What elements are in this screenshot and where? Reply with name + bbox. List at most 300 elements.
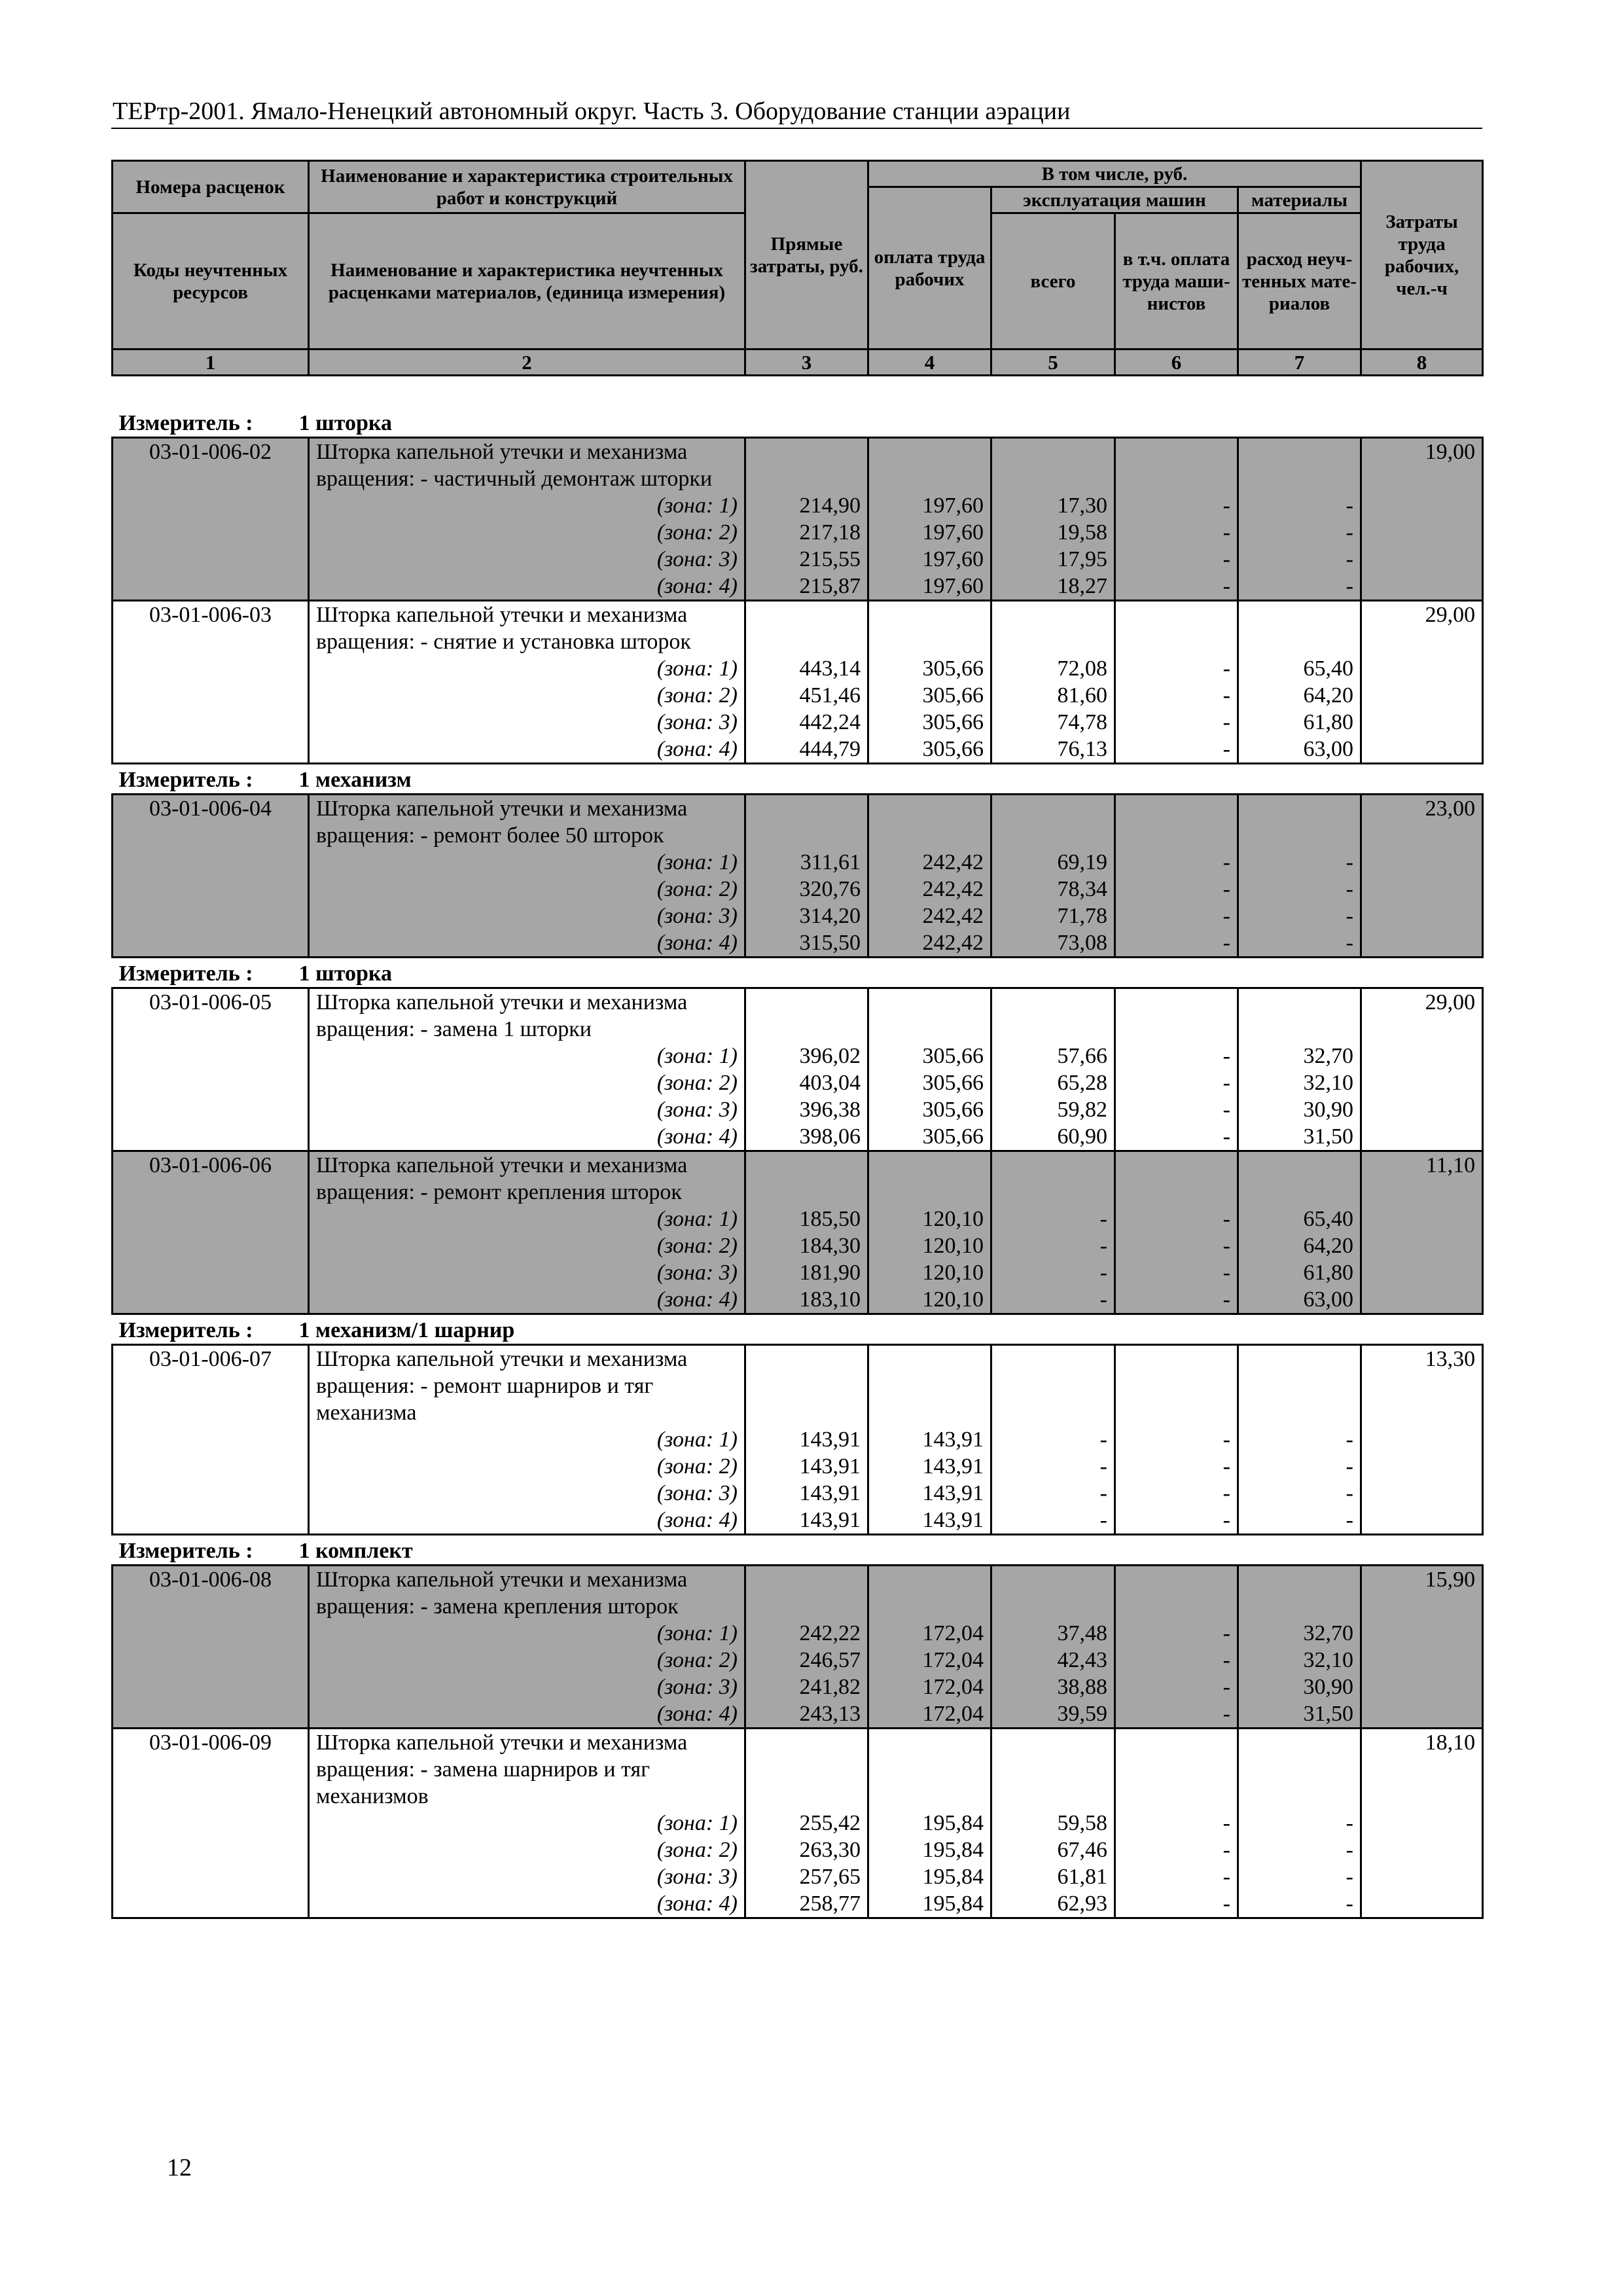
empty-cell: [1361, 903, 1483, 929]
machinist-wages: -: [1115, 1259, 1238, 1286]
worker-wages: 120,10: [868, 1232, 991, 1259]
empty-cell: [113, 929, 309, 958]
unaccounted-materials: 65,40: [1238, 1206, 1361, 1232]
rate-code: 03-01-006-03: [113, 601, 309, 656]
measure-row: [113, 958, 1483, 988]
table-header: [111, 160, 1484, 376]
machine-total: 37,48: [991, 1620, 1115, 1647]
direct-costs: 243,13: [745, 1700, 868, 1729]
zone-label: (зона: 4): [309, 1507, 745, 1535]
worker-wages: 120,10: [868, 1206, 991, 1232]
measure-unit: 1 шторка: [298, 411, 392, 435]
rate-code: 03-01-006-02: [113, 438, 309, 493]
unaccounted-materials: -: [1238, 492, 1361, 519]
empty-cell: [1361, 736, 1483, 764]
empty-cell: [113, 1259, 309, 1286]
rate-description: Шторка капельной утечки и механизма вращения: - замена шарниров и тяг механизмов: [309, 1729, 745, 1810]
direct-costs: 396,02: [745, 1043, 868, 1069]
empty-cell: [113, 876, 309, 903]
zone-label: (зона: 1): [309, 1206, 745, 1232]
empty-cell: [868, 601, 991, 656]
measure-row: [113, 1535, 1483, 1566]
machine-total: 42,43: [991, 1647, 1115, 1674]
worker-wages: 197,60: [868, 573, 991, 601]
header-work-name: Наименование и характеристика строительных работ и конструкций: [309, 161, 745, 213]
empty-cell: [868, 1566, 991, 1621]
worker-wages: 143,91: [868, 1426, 991, 1453]
zone-label: (зона: 3): [309, 1480, 745, 1507]
machine-total: -: [991, 1286, 1115, 1314]
unaccounted-materials: -: [1238, 1480, 1361, 1507]
machine-total: 17,30: [991, 492, 1115, 519]
zone-row: [113, 1286, 1483, 1314]
machinist-wages: -: [1115, 1206, 1238, 1232]
empty-cell: [113, 1620, 309, 1647]
worker-wages: 305,66: [868, 682, 991, 709]
zone-label: (зона: 3): [309, 1674, 745, 1700]
empty-cell: [1361, 1123, 1483, 1151]
direct-costs: 241,82: [745, 1674, 868, 1700]
direct-costs: 257,65: [745, 1863, 868, 1890]
zone-row: [113, 1810, 1483, 1837]
unaccounted-materials: -: [1238, 1426, 1361, 1453]
zone-row: [113, 1620, 1483, 1647]
machine-total: 60,90: [991, 1123, 1115, 1151]
unaccounted-materials: 64,20: [1238, 682, 1361, 709]
zone-label: (зона: 3): [309, 709, 745, 736]
empty-cell: [113, 492, 309, 519]
unaccounted-materials: -: [1238, 1453, 1361, 1480]
rate-row: [113, 1729, 1483, 1810]
rate-row: [113, 1151, 1483, 1206]
empty-cell: [113, 1123, 309, 1151]
direct-costs: 442,24: [745, 709, 868, 736]
empty-cell: [991, 601, 1115, 656]
worker-wages: 172,04: [868, 1674, 991, 1700]
empty-cell: [1361, 1810, 1483, 1837]
machine-total: 78,34: [991, 876, 1115, 903]
zone-row: [113, 1480, 1483, 1507]
machine-total: 57,66: [991, 1043, 1115, 1069]
column-number: 6: [1115, 350, 1238, 376]
empty-cell: [1361, 1453, 1483, 1480]
empty-cell: [1361, 1259, 1483, 1286]
machine-total: 72,08: [991, 655, 1115, 682]
measure-cell: [113, 1535, 1483, 1566]
empty-cell: [1238, 1345, 1361, 1427]
machinist-wages: -: [1115, 1480, 1238, 1507]
empty-cell: [1238, 601, 1361, 656]
machinist-wages: -: [1115, 1453, 1238, 1480]
measure-label: Измеритель :: [118, 1539, 253, 1563]
empty-cell: [113, 849, 309, 876]
empty-cell: [1361, 1700, 1483, 1729]
zone-row: [113, 573, 1483, 601]
zone-label: (зона: 4): [309, 929, 745, 958]
empty-cell: [1361, 492, 1483, 519]
rate-row: [113, 1566, 1483, 1621]
worker-wages: 143,91: [868, 1453, 991, 1480]
measure-cell: [113, 408, 1483, 438]
machine-total: 74,78: [991, 709, 1115, 736]
zone-label: (зона: 1): [309, 492, 745, 519]
machinist-wages: -: [1115, 1837, 1238, 1863]
unaccounted-materials: -: [1238, 1810, 1361, 1837]
zone-label: (зона: 1): [309, 1426, 745, 1453]
zone-label: (зона: 4): [309, 1123, 745, 1151]
machinist-wages: -: [1115, 1890, 1238, 1918]
worker-wages: 172,04: [868, 1620, 991, 1647]
machinist-wages: -: [1115, 655, 1238, 682]
labor-cost: 11,10: [1361, 1151, 1483, 1206]
empty-cell: [868, 795, 991, 850]
page-title: ТЕРтр-2001. Ямало-Ненецкий автономный округ. Часть 3. Оборудование станции аэрации: [113, 98, 1071, 125]
empty-cell: [1361, 929, 1483, 958]
empty-cell: [1115, 601, 1238, 656]
empty-cell: [868, 1151, 991, 1206]
zone-label: (зона: 1): [309, 655, 745, 682]
column-number: 2: [309, 350, 745, 376]
machine-total: 76,13: [991, 736, 1115, 764]
rate-code: 03-01-006-09: [113, 1729, 309, 1810]
rate-row: [113, 795, 1483, 850]
header-unaccounted-materials: расход неуч-тенных мате-риалов: [1238, 213, 1361, 350]
column-number: 4: [868, 350, 991, 376]
machinist-wages: -: [1115, 1043, 1238, 1069]
unaccounted-materials: -: [1238, 929, 1361, 958]
direct-costs: 143,91: [745, 1480, 868, 1507]
header-machinist-wages: в т.ч. оплата труда маши-нистов: [1115, 213, 1238, 350]
machinist-wages: -: [1115, 1426, 1238, 1453]
rate-row: [113, 1345, 1483, 1427]
empty-cell: [1361, 1863, 1483, 1890]
empty-cell: [1115, 1151, 1238, 1206]
empty-cell: [1238, 1566, 1361, 1621]
empty-cell: [113, 1647, 309, 1674]
empty-cell: [113, 1232, 309, 1259]
rate-code: 03-01-006-06: [113, 1151, 309, 1206]
machine-total: -: [991, 1426, 1115, 1453]
direct-costs: 242,22: [745, 1620, 868, 1647]
zone-row: [113, 876, 1483, 903]
machinist-wages: -: [1115, 682, 1238, 709]
empty-cell: [1238, 795, 1361, 850]
column-number: 5: [991, 350, 1115, 376]
worker-wages: 197,60: [868, 519, 991, 546]
measure-row: [113, 1314, 1483, 1345]
zone-row: [113, 1123, 1483, 1151]
rate-row: [113, 438, 1483, 493]
empty-cell: [1115, 1566, 1238, 1621]
empty-cell: [113, 655, 309, 682]
zone-label: (зона: 3): [309, 546, 745, 573]
measure-cell: [113, 764, 1483, 795]
header-machine-operation: эксплуатация машин: [991, 187, 1238, 213]
zone-row: [113, 1069, 1483, 1096]
machinist-wages: -: [1115, 1096, 1238, 1123]
direct-costs: 396,38: [745, 1096, 868, 1123]
empty-cell: [113, 1507, 309, 1535]
zone-label: (зона: 1): [309, 849, 745, 876]
machinist-wages: -: [1115, 903, 1238, 929]
empty-cell: [868, 988, 991, 1043]
empty-cell: [745, 795, 868, 850]
empty-cell: [745, 1151, 868, 1206]
header-direct-costs: Прямые затраты, руб.: [745, 161, 868, 350]
empty-cell: [868, 438, 991, 493]
unaccounted-materials: -: [1238, 1890, 1361, 1918]
machinist-wages: -: [1115, 849, 1238, 876]
zone-label: (зона: 4): [309, 573, 745, 601]
direct-costs: 143,91: [745, 1507, 868, 1535]
labor-cost: 23,00: [1361, 795, 1483, 850]
empty-cell: [745, 601, 868, 656]
empty-cell: [868, 1345, 991, 1427]
empty-cell: [745, 438, 868, 493]
zone-label: (зона: 2): [309, 876, 745, 903]
empty-cell: [1361, 1507, 1483, 1535]
machine-total: 19,58: [991, 519, 1115, 546]
machinist-wages: -: [1115, 876, 1238, 903]
worker-wages: 120,10: [868, 1286, 991, 1314]
zone-row: [113, 655, 1483, 682]
rate-row: [113, 988, 1483, 1043]
empty-cell: [113, 1069, 309, 1096]
machine-total: 81,60: [991, 682, 1115, 709]
unaccounted-materials: 30,90: [1238, 1674, 1361, 1700]
worker-wages: 305,66: [868, 655, 991, 682]
machine-total: 18,27: [991, 573, 1115, 601]
zone-row: [113, 492, 1483, 519]
rate-code: 03-01-006-05: [113, 988, 309, 1043]
empty-cell: [1361, 709, 1483, 736]
unaccounted-materials: -: [1238, 876, 1361, 903]
measure-unit: 1 комплект: [298, 1539, 413, 1563]
zone-row: [113, 1043, 1483, 1069]
worker-wages: 195,84: [868, 1810, 991, 1837]
worker-wages: 172,04: [868, 1700, 991, 1729]
empty-cell: [113, 1453, 309, 1480]
empty-cell: [1115, 1729, 1238, 1810]
direct-costs: 311,61: [745, 849, 868, 876]
zone-row: [113, 682, 1483, 709]
zone-label: (зона: 2): [309, 1453, 745, 1480]
empty-cell: [1361, 1232, 1483, 1259]
zone-row: [113, 903, 1483, 929]
zone-label: (зона: 2): [309, 1232, 745, 1259]
empty-cell: [1361, 1837, 1483, 1863]
empty-cell: [1361, 546, 1483, 573]
unaccounted-materials: 61,80: [1238, 1259, 1361, 1286]
column-number: 1: [113, 350, 309, 376]
empty-cell: [113, 736, 309, 764]
rate-code: 03-01-006-08: [113, 1566, 309, 1621]
zone-row: [113, 1096, 1483, 1123]
zone-row: [113, 1453, 1483, 1480]
zone-label: (зона: 1): [309, 1620, 745, 1647]
zone-label: (зона: 1): [309, 1043, 745, 1069]
empty-cell: [113, 1810, 309, 1837]
header-resource-codes: Коды неучтенных ресурсов: [113, 213, 309, 350]
measure-unit: 1 механизм: [298, 768, 412, 792]
machine-total: 69,19: [991, 849, 1115, 876]
empty-cell: [113, 709, 309, 736]
empty-cell: [745, 1729, 868, 1810]
direct-costs: 183,10: [745, 1286, 868, 1314]
worker-wages: 143,91: [868, 1480, 991, 1507]
empty-cell: [113, 1043, 309, 1069]
machine-total: 39,59: [991, 1700, 1115, 1729]
machinist-wages: -: [1115, 1863, 1238, 1890]
empty-cell: [1238, 438, 1361, 493]
header-worker-wages: оплата труда рабочих: [868, 187, 991, 350]
worker-wages: 120,10: [868, 1259, 991, 1286]
worker-wages: 305,66: [868, 736, 991, 764]
rate-code: 03-01-006-04: [113, 795, 309, 850]
zone-row: [113, 519, 1483, 546]
empty-cell: [1361, 1647, 1483, 1674]
rate-description: Шторка капельной утечки и механизма вращения: - замена крепления шторок: [309, 1566, 745, 1621]
empty-cell: [1115, 438, 1238, 493]
unaccounted-materials: -: [1238, 1837, 1361, 1863]
zone-row: [113, 929, 1483, 958]
rate-code: 03-01-006-07: [113, 1345, 309, 1427]
direct-costs: 217,18: [745, 519, 868, 546]
zone-label: (зона: 2): [309, 1647, 745, 1674]
unaccounted-materials: 32,10: [1238, 1647, 1361, 1674]
unaccounted-materials: -: [1238, 849, 1361, 876]
column-number: 8: [1361, 350, 1483, 376]
unaccounted-materials: -: [1238, 903, 1361, 929]
empty-cell: [1361, 573, 1483, 601]
machine-total: 71,78: [991, 903, 1115, 929]
direct-costs: 443,14: [745, 655, 868, 682]
empty-cell: [1361, 1426, 1483, 1453]
measure-unit: 1 шторка: [298, 961, 392, 986]
unaccounted-materials: -: [1238, 546, 1361, 573]
worker-wages: 305,66: [868, 1069, 991, 1096]
empty-cell: [113, 1286, 309, 1314]
direct-costs: 215,55: [745, 546, 868, 573]
header-materials: материалы: [1238, 187, 1361, 213]
machine-total: 17,95: [991, 546, 1115, 573]
worker-wages: 195,84: [868, 1837, 991, 1863]
empty-cell: [745, 1345, 868, 1427]
unaccounted-materials: 32,10: [1238, 1069, 1361, 1096]
zone-row: [113, 1700, 1483, 1729]
machine-total: -: [991, 1453, 1115, 1480]
unaccounted-materials: -: [1238, 519, 1361, 546]
worker-wages: 242,42: [868, 849, 991, 876]
direct-costs: 184,30: [745, 1232, 868, 1259]
measure-cell: [113, 1314, 1483, 1345]
zone-label: (зона: 1): [309, 1810, 745, 1837]
zone-row: [113, 1259, 1483, 1286]
empty-cell: [113, 682, 309, 709]
header-including: В том числе, руб.: [868, 161, 1361, 187]
empty-cell: [1361, 1043, 1483, 1069]
worker-wages: 195,84: [868, 1890, 991, 1918]
empty-cell: [1361, 1890, 1483, 1918]
empty-cell: [991, 1566, 1115, 1621]
direct-costs: 263,30: [745, 1837, 868, 1863]
empty-cell: [113, 1206, 309, 1232]
empty-cell: [113, 903, 309, 929]
unaccounted-materials: -: [1238, 573, 1361, 601]
unaccounted-materials: 65,40: [1238, 655, 1361, 682]
worker-wages: 242,42: [868, 876, 991, 903]
zone-label: (зона: 4): [309, 1286, 745, 1314]
empty-cell: [113, 1096, 309, 1123]
empty-cell: [113, 1700, 309, 1729]
worker-wages: 242,42: [868, 929, 991, 958]
worker-wages: 305,66: [868, 709, 991, 736]
rate-description: Шторка капельной утечки и механизма вращения: - снятие и установка шторок: [309, 601, 745, 656]
measure-label: Измеритель :: [118, 768, 253, 792]
machine-total: -: [991, 1259, 1115, 1286]
labor-cost: 19,00: [1361, 438, 1483, 493]
machine-total: -: [991, 1480, 1115, 1507]
empty-cell: [1361, 1206, 1483, 1232]
zone-row: [113, 709, 1483, 736]
header-rate-numbers: Номера расценок: [113, 161, 309, 213]
machinist-wages: -: [1115, 929, 1238, 958]
empty-cell: [113, 1674, 309, 1700]
title-divider: [111, 128, 1482, 129]
empty-cell: [1361, 1620, 1483, 1647]
machine-total: 73,08: [991, 929, 1115, 958]
unaccounted-materials: 64,20: [1238, 1232, 1361, 1259]
page-number: 12: [167, 2154, 192, 2181]
zone-row: [113, 1674, 1483, 1700]
empty-cell: [1361, 1069, 1483, 1096]
zone-row: [113, 736, 1483, 764]
rate-row: [113, 601, 1483, 656]
direct-costs: 181,90: [745, 1259, 868, 1286]
machinist-wages: -: [1115, 1674, 1238, 1700]
zone-label: (зона: 4): [309, 1700, 745, 1729]
direct-costs: 143,91: [745, 1426, 868, 1453]
machine-total: -: [991, 1507, 1115, 1535]
rate-description: Шторка капельной утечки и механизма вращения: - замена 1 шторки: [309, 988, 745, 1043]
machinist-wages: -: [1115, 1647, 1238, 1674]
zone-row: [113, 1206, 1483, 1232]
direct-costs: 320,76: [745, 876, 868, 903]
labor-cost: 18,10: [1361, 1729, 1483, 1810]
machinist-wages: -: [1115, 1507, 1238, 1535]
column-number: 3: [745, 350, 868, 376]
empty-cell: [1238, 1151, 1361, 1206]
empty-cell: [991, 795, 1115, 850]
zone-label: (зона: 3): [309, 1863, 745, 1890]
empty-cell: [745, 988, 868, 1043]
column-number: 7: [1238, 350, 1361, 376]
zone-row: [113, 546, 1483, 573]
worker-wages: 305,66: [868, 1123, 991, 1151]
rates-table: [111, 408, 1484, 1919]
measure-label: Измеритель :: [118, 961, 253, 986]
empty-cell: [745, 1566, 868, 1621]
direct-costs: 143,91: [745, 1453, 868, 1480]
rate-description: Шторка капельной утечки и механизма вращения: - ремонт крепления шторок: [309, 1151, 745, 1206]
unaccounted-materials: 63,00: [1238, 736, 1361, 764]
machine-total: 38,88: [991, 1674, 1115, 1700]
machine-total: 59,82: [991, 1096, 1115, 1123]
empty-cell: [1238, 988, 1361, 1043]
machinist-wages: -: [1115, 1620, 1238, 1647]
direct-costs: 444,79: [745, 736, 868, 764]
header-material-name: Наименование и характеристика неучтенных расценками материалов, (единица измерения): [309, 213, 745, 350]
